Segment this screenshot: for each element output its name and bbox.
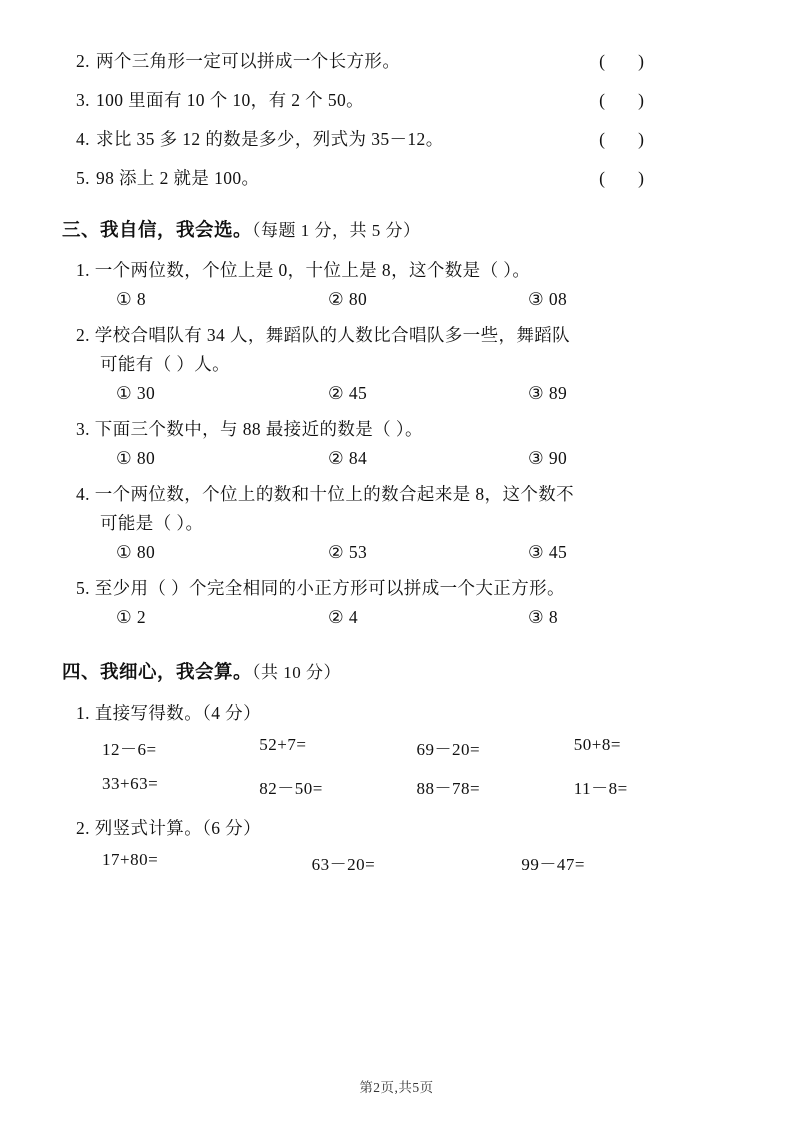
judgement-answer-box[interactable]: ( )	[599, 168, 645, 188]
judgement-item	[62, 126, 731, 151]
option-a[interactable]: ① 80	[116, 542, 156, 563]
choice-question-4-options	[76, 542, 731, 563]
choice-question-5-body: 至少用（ ）个完全相同的小正方形可以拼成一个大正方形。	[94, 578, 565, 599]
choice-question-1-options	[76, 289, 731, 310]
option-c[interactable]: ③ 90	[528, 448, 568, 469]
choice-question-4-body-line2: 可能是（ ）。	[100, 512, 204, 533]
calc-item[interactable]: 17+80=	[102, 850, 159, 870]
choice-question-2-options	[76, 383, 731, 404]
section-4-sub-2-label: 2. 列竖式计算。（6 分）	[76, 818, 261, 839]
calc-item[interactable]: 12－6=	[102, 740, 157, 760]
judgement-item-text: 4.	[76, 129, 90, 149]
judgement-answer-box[interactable]: ( )	[599, 129, 645, 149]
section-3-score: （每题 1 分，共 5 分）	[252, 221, 421, 240]
calc-item[interactable]: 69－20=	[416, 740, 481, 760]
judgement-item-text: 3.	[76, 90, 90, 110]
option-c[interactable]: ③ 45	[528, 542, 568, 563]
section-4-title: 四、我细心，我会算。	[62, 663, 253, 684]
judgement-item	[62, 87, 731, 112]
choice-question-3-options	[76, 448, 731, 469]
option-b[interactable]: ② 84	[328, 448, 368, 469]
calc-item[interactable]: 99－47=	[521, 855, 585, 875]
calc-item[interactable]: 50+8=	[573, 735, 621, 755]
section-4-sub-1-label: 1. 直接写得数。（4 分）	[76, 703, 261, 724]
choice-question-5-num: 5.	[76, 578, 90, 599]
judgement-section	[62, 48, 731, 190]
option-b[interactable]: ② 53	[328, 542, 368, 563]
judgement-item-body: 求比 35 多 12 的数是多少，列式为 35－12。	[95, 129, 444, 149]
option-b[interactable]: ② 4	[328, 607, 359, 628]
judgement-item	[62, 165, 731, 190]
judgement-answer-box[interactable]: ( )	[599, 90, 645, 110]
choice-question-5	[62, 574, 731, 628]
calc-item[interactable]: 52+7=	[259, 735, 307, 755]
choice-question-1	[62, 256, 731, 310]
option-b[interactable]: ② 80	[328, 289, 368, 310]
calc-item[interactable]: 88－78=	[416, 779, 481, 799]
judgement-item-body: 98 添上 2 就是 100。	[95, 168, 260, 188]
choice-question-2-body: 学校合唱队有 34 人，舞蹈队的人数比合唱队多一些，舞蹈队	[94, 325, 571, 346]
judgement-item-text: 5.	[76, 168, 90, 188]
section-3-heading	[62, 216, 731, 242]
choice-question-2-text	[76, 321, 731, 349]
section-4-score: （共 10 分）	[252, 663, 342, 683]
section-3-title: 三、我自信，我会选。	[62, 221, 253, 241]
option-a[interactable]: ① 80	[116, 448, 156, 469]
option-a[interactable]: ① 8	[116, 289, 147, 310]
judgement-item	[62, 48, 731, 73]
choice-question-3-text	[76, 415, 731, 443]
choice-question-5-text	[76, 574, 731, 602]
choice-question-1-body: 一个两位数，个位上是 0，十位上是 8，这个数是（ ）。	[94, 260, 531, 280]
calc-item[interactable]: 63－20=	[311, 855, 376, 875]
page-footer: 第2页,共5页	[359, 1080, 434, 1095]
choice-question-4	[62, 480, 731, 563]
choice-question-5-options	[76, 607, 731, 628]
oral-calc-row-2	[62, 774, 731, 799]
option-c[interactable]: ③ 08	[528, 289, 568, 310]
column-calc-row-1	[62, 850, 731, 875]
option-a[interactable]: ① 30	[116, 383, 156, 404]
option-b[interactable]: ② 45	[328, 383, 368, 404]
option-c[interactable]: ③ 8	[528, 607, 559, 628]
choice-question-2-num: 2.	[76, 325, 90, 346]
choice-question-1-num: 1.	[76, 260, 90, 280]
judgement-item-text: 2.	[76, 51, 90, 71]
option-c[interactable]: ③ 89	[528, 383, 568, 404]
choice-question-4-num: 4.	[76, 484, 90, 505]
section-4-heading	[62, 658, 731, 684]
choice-question-2	[62, 321, 731, 404]
judgement-item-body: 两个三角形一定可以拼成一个长方形。	[95, 51, 401, 71]
calc-item[interactable]: 82－50=	[259, 779, 323, 799]
choice-question-3-num: 3.	[76, 419, 90, 440]
choice-question-1-text	[76, 256, 731, 284]
judgement-item-body: 100 里面有 10 个 10，有 2 个 50。	[95, 90, 365, 110]
choice-question-3	[62, 415, 731, 469]
choice-question-3-body: 下面三个数中，与 88 最接近的数是（ ）。	[94, 419, 423, 440]
calc-item[interactable]: 33+63=	[102, 774, 159, 794]
judgement-answer-box[interactable]: ( )	[599, 51, 645, 71]
oral-calc-row-1	[62, 735, 731, 760]
choice-question-4-body: 一个两位数，个位上的数和十位上的数合起来是 8，这个数不	[94, 484, 575, 505]
choice-question-2-body-line2: 可能有（ ）人。	[100, 353, 231, 374]
choice-question-4-text	[76, 480, 731, 508]
option-a[interactable]: ① 2	[116, 607, 147, 628]
calc-item[interactable]: 11－8=	[573, 779, 628, 799]
